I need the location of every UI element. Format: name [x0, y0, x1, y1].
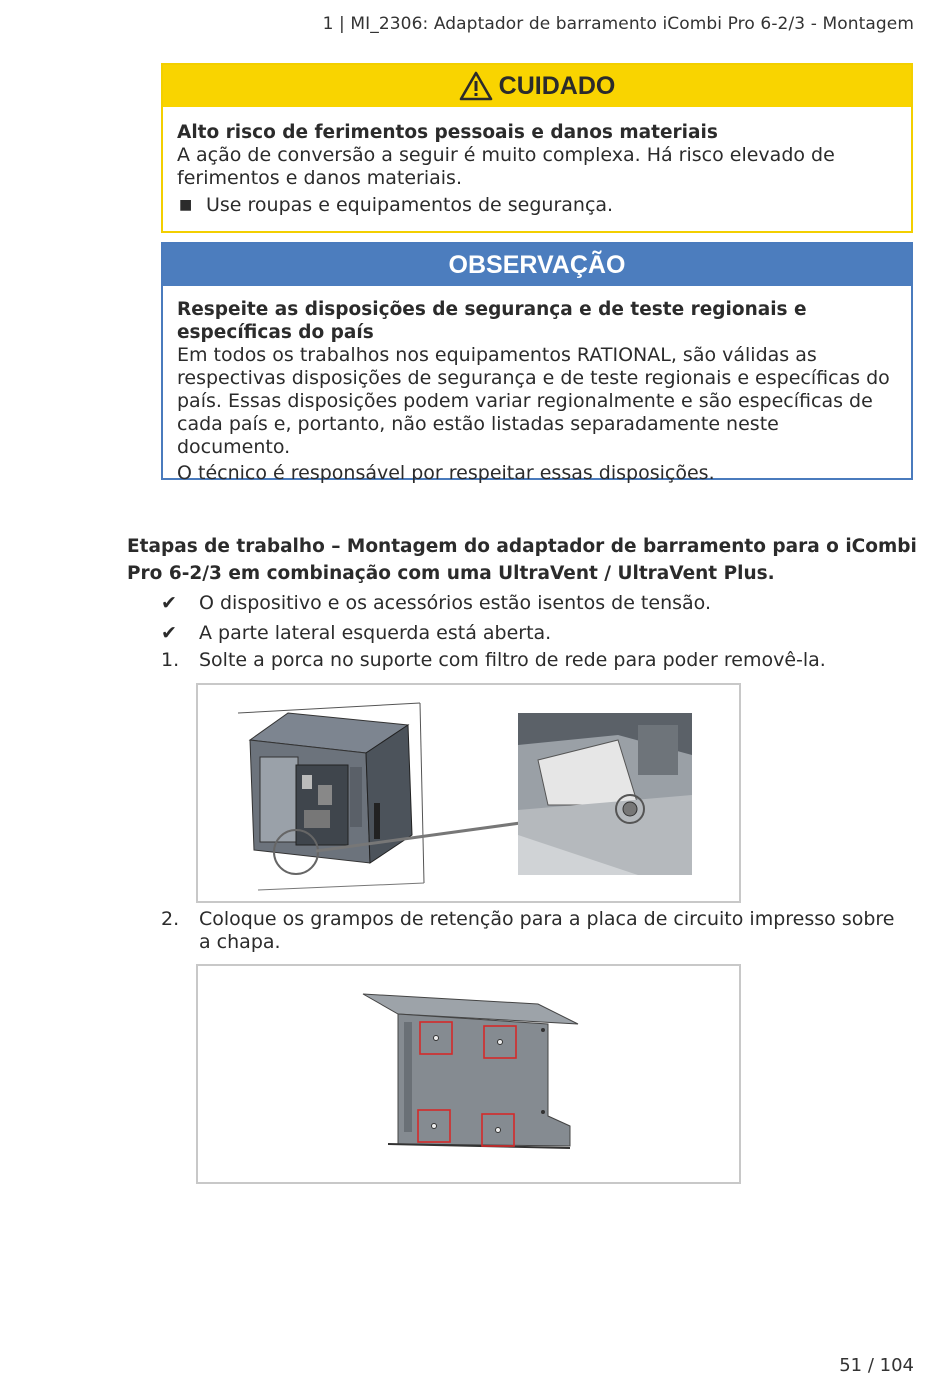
caution-box — [161, 63, 913, 233]
caution-heading: Alto risco de ferimentos pessoais e danos materiais — [177, 122, 718, 143]
figure-remove-nut — [196, 683, 741, 903]
section-title: Etapas de trabalho – Montagem do adaptador de barramento para o iCombi Pro 6-2/3 em combinação com uma UltraVent / UltraVent Plus. — [127, 536, 917, 584]
note-bar — [163, 244, 911, 286]
prerequisite-item — [161, 592, 911, 615]
step-number: 2. — [161, 908, 180, 930]
caution-text: A ação de conversão a seguir é muito complexa. Há risco elevado de ferimentos e danos materiais. — [177, 144, 835, 189]
check-icon: ✔ — [161, 592, 177, 614]
caution-bullet-text: Use roupas e equipamentos de segurança. — [206, 194, 614, 216]
note-box — [161, 242, 913, 484]
step-text: Solte a porca no suporte com filtro de rede para poder removê-la. — [199, 649, 826, 671]
check-icon: ✔ — [161, 622, 177, 644]
prerequisite-text: A parte lateral esquerda está aberta. — [199, 622, 552, 644]
prerequisite-item — [161, 622, 911, 645]
step-number: 1. — [161, 649, 180, 671]
warning-triangle-icon — [459, 71, 493, 101]
page-header: 1 | MI_2306: Adaptador de barramento iCombi Pro 6-2/3 - Montagem — [322, 14, 914, 34]
caution-bullet — [177, 194, 897, 217]
bullet-square-icon: ■ — [179, 197, 193, 213]
caution-label: CUIDADO — [498, 71, 616, 100]
step-item — [161, 649, 911, 672]
note-label: OBSERVAÇÃO — [448, 250, 626, 279]
step-item — [161, 908, 911, 954]
figure-retaining-clips — [196, 964, 741, 1184]
figure-1-illustration — [198, 685, 739, 901]
page-number: 51 / 104 — [839, 1355, 914, 1376]
prerequisite-text: O dispositivo e os acessórios estão isentos de tensão. — [199, 592, 711, 614]
figure-2-illustration — [198, 966, 739, 1182]
note-text-2: O técnico é responsável por respeitar essas disposições. — [177, 462, 715, 484]
note-heading: Respeite as disposições de segurança e de teste regionais e específicas do país — [177, 299, 807, 343]
step-text: Coloque os grampos de retenção para a placa de circuito impresso sobre a chapa. — [199, 908, 895, 953]
caution-bar — [163, 65, 911, 107]
note-text: Em todos os trabalhos nos equipamentos RATIONAL, são válidas as respectivas disposições de segurança e de teste regionais e específicas do país. Essas disposições podem variar regionalmente e são específicas de cada país e, portanto, não estão listadas separadamente neste documento. — [177, 344, 890, 458]
